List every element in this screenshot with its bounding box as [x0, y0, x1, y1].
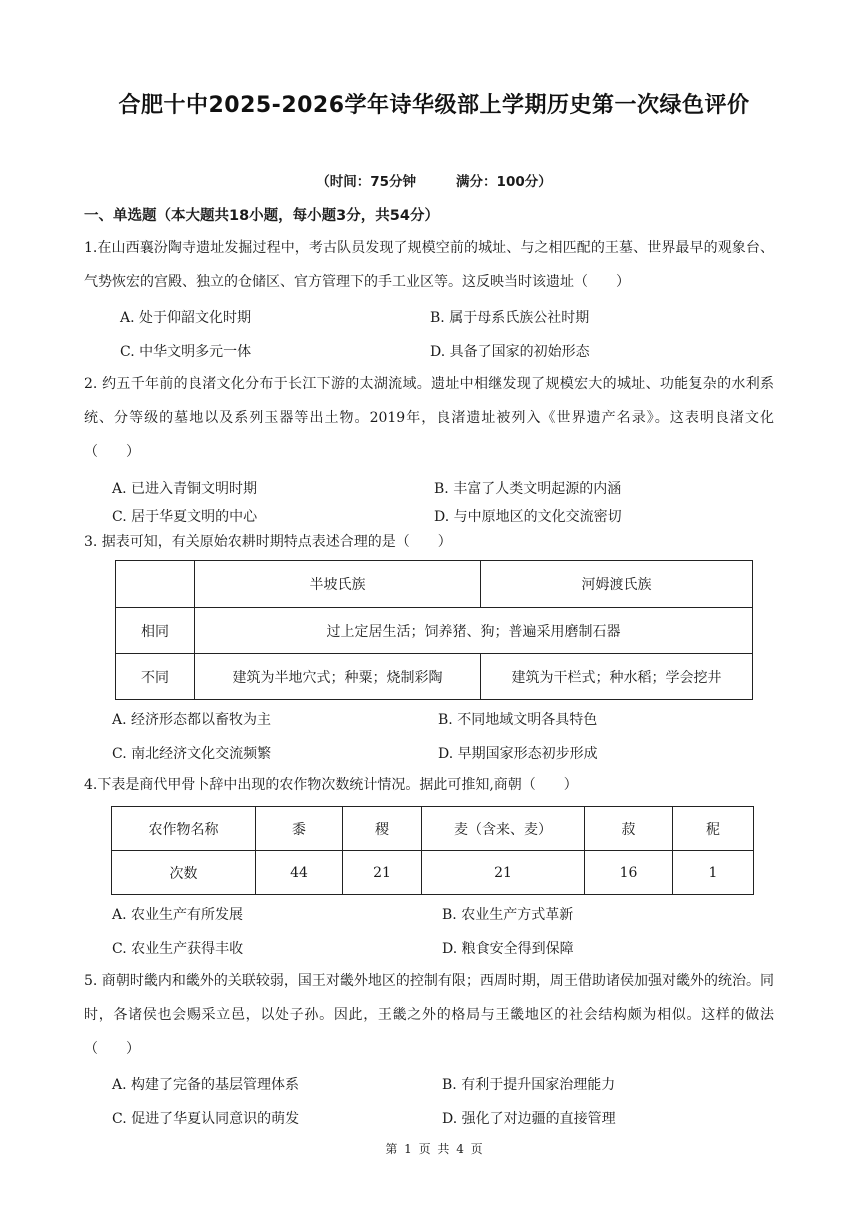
table-corner-cell — [116, 561, 195, 608]
question-5-option-d[interactable]: D. 强化了对边疆的直接管理 — [442, 1111, 616, 1127]
question-3-option-c[interactable]: C. 南北经济文化交流频繁 — [112, 746, 272, 762]
question-3-option-a[interactable]: A. 经济形态都以畜牧为主 — [112, 712, 272, 728]
question-2-option-b[interactable]: B. 丰富了人类文明起源的内涵 — [434, 481, 622, 497]
crop-header-ji: 稷 — [343, 807, 422, 851]
question-1-option-b[interactable]: B. 属于母系氏族公社时期 — [430, 310, 590, 326]
question-4-stem: 4.下表是商代甲骨卜辞中出现的农作物次数统计情况。据此可推知,商朝（ ） — [84, 777, 578, 793]
crop-count-ni: 1 — [673, 851, 754, 895]
question-1-option-c[interactable]: C. 中华文明多元一体 — [120, 344, 252, 360]
question-4-table — [111, 806, 754, 895]
crop-header-name: 农作物名称 — [112, 807, 256, 851]
question-3-option-b[interactable]: B. 不同地域文明各具特色 — [438, 712, 598, 728]
question-2-option-a[interactable]: A. 已进入青铜文明时期 — [112, 481, 258, 497]
crop-count-ji: 21 — [343, 851, 422, 895]
full-score: 满分：100分） — [456, 174, 552, 190]
crop-row-label: 次数 — [112, 851, 256, 895]
table-cell-diff-banpo: 建筑为半地穴式；种粟；烧制彩陶 — [195, 654, 481, 700]
table-row-label-same: 相同 — [116, 608, 195, 654]
question-2-stem: 2. 约五千年前的良渚文化分布于长江下游的太湖流域。遗址中相继发现了规模宏大的城址、功能复杂的水利系统、分等级的墓地以及系列玉器等出土物。2019年，良渚遗址被列入《世界遗产名录》。这表明良渚文化（ ） — [84, 376, 774, 460]
exam-meta — [0, 170, 868, 190]
question-1-option-d[interactable]: D. 具备了国家的初始形态 — [430, 344, 590, 360]
table-cell-diff-hemudu: 建筑为干栏式；种水稻；学会挖井 — [481, 654, 753, 700]
question-1-stem: 1.在山西襄汾陶寺遗址发掘过程中，考古队员发现了规模空前的城址、与之相匹配的王墓、世界最早的观象台、气势恢宏的宫殿、独立的仓储区、官方管理下的手工业区等。这反映当时该遗址（ ） — [84, 240, 774, 290]
question-2-option-d[interactable]: D. 与中原地区的文化交流密切 — [434, 509, 622, 525]
page-footer: 第 1 页 共 4 页 — [385, 1142, 483, 1156]
crop-count-shu-bean: 16 — [585, 851, 673, 895]
crop-header-shu: 黍 — [256, 807, 343, 851]
crop-header-shu-bean: 菽 — [585, 807, 673, 851]
time-limit: （时间：75分钟 — [316, 174, 417, 190]
question-3-stem: 3. 据表可知，有关原始农耕时期特点表述合理的是（ ） — [84, 534, 452, 550]
question-4-option-a[interactable]: A. 农业生产有所发展 — [112, 907, 244, 923]
question-4-option-b[interactable]: B. 农业生产方式革新 — [442, 907, 574, 923]
question-4-option-d[interactable]: D. 粮食安全得到保障 — [442, 941, 574, 957]
table-row-label-diff: 不同 — [116, 654, 195, 700]
question-3-table — [115, 560, 753, 700]
question-5-option-a[interactable]: A. 构建了完备的基层管理体系 — [112, 1077, 300, 1093]
question-3-option-d[interactable]: D. 早期国家形态初步形成 — [438, 746, 598, 762]
question-5-stem: 5. 商朝时畿内和畿外的关联较弱，国王对畿外地区的控制有限；西周时期，周王借助诸侯加强对畿外的统治。同时，各诸侯也会赐采立邑，以处子孙。因此，王畿之外的格局与王畿地区的社会结构颇为相似。这样的做法（ ） — [84, 973, 774, 1057]
table-header-banpo: 半坡氏族 — [195, 561, 481, 608]
section-heading: 一、单选题（本大题共18小题，每小题3分，共54分） — [84, 208, 439, 224]
question-5-option-c[interactable]: C. 促进了华夏认同意识的萌发 — [112, 1111, 300, 1127]
question-1-option-a[interactable]: A. 处于仰韶文化时期 — [120, 310, 252, 326]
crop-header-ni: 秜 — [673, 807, 754, 851]
question-2-option-c[interactable]: C. 居于华夏文明的中心 — [112, 509, 258, 525]
crop-count-mai: 21 — [422, 851, 585, 895]
table-cell-same: 过上定居生活；饲养猪、狗；普遍采用磨制石器 — [195, 608, 753, 654]
crop-header-mai: 麦（含来、麦） — [422, 807, 585, 851]
page-title: 合肥十中2025-2026学年诗华级部上学期历史第一次绿色评价 — [118, 93, 750, 118]
question-4-option-c[interactable]: C. 农业生产获得丰收 — [112, 941, 244, 957]
crop-count-shu: 44 — [256, 851, 343, 895]
table-header-hemudu: 河姆渡氏族 — [481, 561, 753, 608]
question-5-option-b[interactable]: B. 有利于提升国家治理能力 — [442, 1077, 616, 1093]
